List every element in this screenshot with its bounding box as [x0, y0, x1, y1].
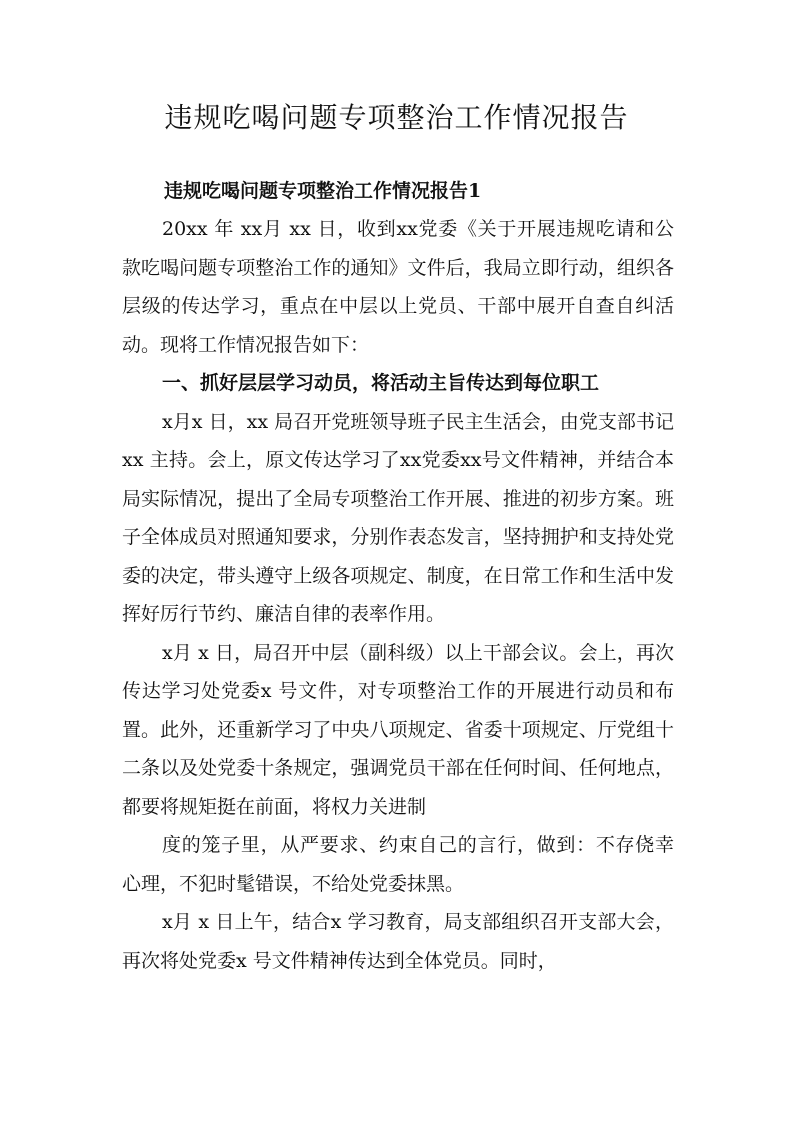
paragraph-meeting-3: x月 x 日上午，结合x 学习教育，局支部组织召开支部大会，再次将处党委x 号文件精神传达到全体党员。同时，: [122, 911, 674, 972]
section-heading-1: 一、抓好层层学习动员，将活动主旨传达到每位职工: [162, 372, 600, 394]
document-title: 违规吃喝问题专项整治工作情况报告: [164, 101, 629, 134]
paragraph-meeting-1: x月x 日，xx 局召开党班领导班子民主生活会，由党支部书记xx 主持。会上，原文传达学习了xx党委xx号文件精神，并结合本局实际情况，提出了全局专项整治工作开展、推进的初步方案。班子全体成员对照通知要求，分别作表态发言，坚持拥护和支持处党委的决定，带头遵守上级各项规定、制度，在日常工作和生活中发挥好厉行节约、廉洁自律的表率作用。: [122, 410, 674, 625]
paragraph-intro: 20xx 年 xx月 xx 日，收到xx党委《关于开展违规吃请和公款吃喝问题专项整治工作的通知》文件后，我局立即行动，组织各层级的传达学习，重点在中层以上党员、干部中展开自查自纠活动。现将工作情况报告如下：: [122, 218, 674, 356]
report-subtitle: 违规吃喝问题专项整治工作情况报告1: [164, 180, 482, 202]
paragraph-meeting-2-cont: 度的笼子里，从严要求、约束自己的言行，做到：不存侥幸心理，不犯时髦错误，不给处党委抹黑。: [122, 834, 674, 895]
paragraph-meeting-2: x月 x 日，局召开中层（副科级）以上干部会议。会上，再次传达学习处党委x 号文件，对专项整治工作的开展进行动员和布置。此外，还重新学习了中央八项规定、省委十项规定、厅党组十二条以及处党委十条规定，强调党员干部在任何时间、任何地点，都要将规矩挺在前面，将权力关进制: [122, 641, 674, 818]
document-body: [122, 172, 674, 980]
